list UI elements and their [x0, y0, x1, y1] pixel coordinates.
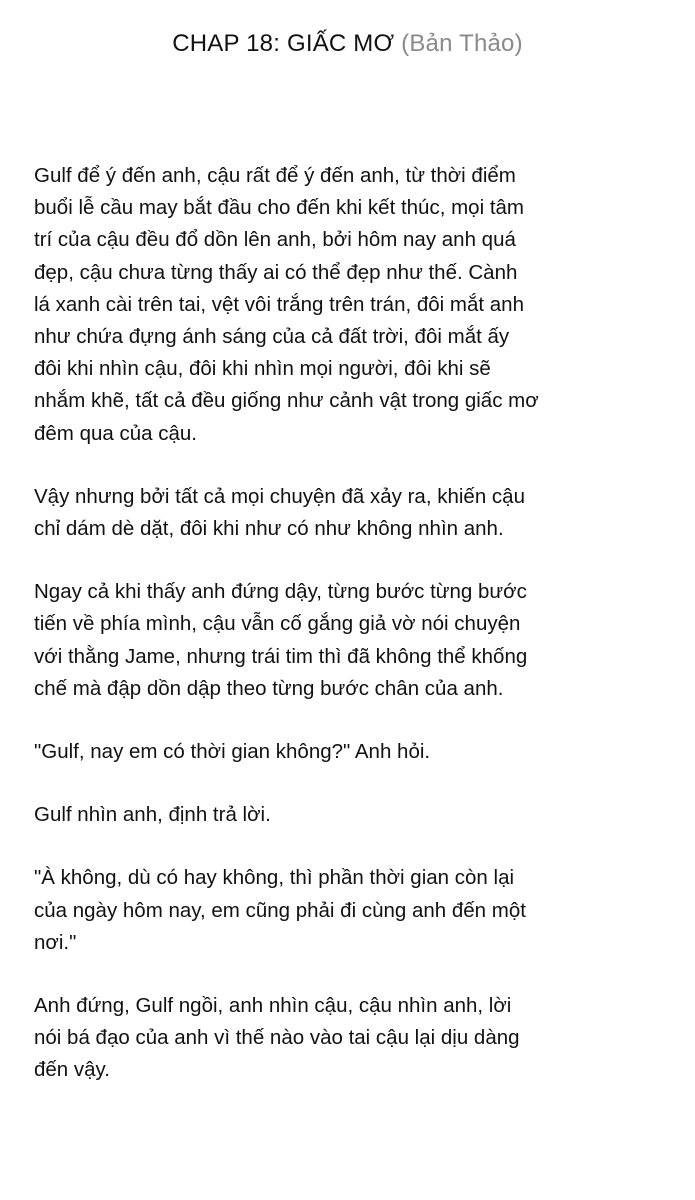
paragraph-line: như chứa đựng ánh sáng của cả đất trời, đôi mắt ấy	[34, 325, 510, 349]
paragraph-line: "À không, dù có hay không, thì phần thời gian còn lại	[34, 866, 515, 890]
paragraph-line: buổi lễ cầu may bắt đầu cho đến khi kết thúc, mọi tâm	[34, 196, 524, 220]
paragraph-line: đẹp, cậu chưa từng thấy ai có thể đẹp như thế. Cành	[34, 260, 518, 284]
chapter-title-main: CHAP 18: GIẤC MƠ	[172, 30, 395, 57]
chapter-title-draft-label: (Bản Thảo)	[401, 30, 523, 57]
chapter-body	[34, 160, 674, 1118]
paragraph-line: Vậy nhưng bởi tất cả mọi chuyện đã xảy ra, khiến cậu	[34, 484, 525, 508]
paragraph-line: nói bá đạo của anh vì thế nào vào tai cậu lại dịu dàng	[34, 1026, 520, 1050]
paragraph	[34, 990, 674, 1087]
paragraph-line: đến vậy.	[34, 1058, 110, 1082]
paragraph-line: nơi."	[34, 930, 77, 954]
paragraph	[34, 576, 674, 705]
paragraph	[34, 160, 674, 450]
paragraph	[34, 736, 674, 768]
paragraph-line: với thằng Jame, nhưng trái tim thì đã không thể khống	[34, 644, 528, 668]
paragraph	[34, 799, 674, 831]
paragraph-line: trí của cậu đều đổ dồn lên anh, bởi hôm nay anh quá	[34, 228, 516, 252]
paragraph-line: lá xanh cài trên tai, vệt vôi trắng trên trán, đôi mắt anh	[34, 292, 524, 316]
paragraph-line: đôi khi nhìn cậu, đôi khi nhìn mọi người, đôi khi sẽ	[34, 357, 491, 381]
paragraph-line: nhắm khẽ, tất cả đều giống như cảnh vật trong giấc mơ	[34, 389, 539, 413]
paragraph-line: tiến về phía mình, cậu vẫn cố gắng giả vờ nói chuyện	[34, 612, 521, 636]
paragraph-line: Ngay cả khi thấy anh đứng dậy, từng bước từng bước	[34, 580, 527, 604]
paragraph-line: chế mà đập dồn dập theo từng bước chân của anh.	[34, 676, 504, 700]
paragraph-line: Gulf nhìn anh, định trả lời.	[34, 803, 271, 827]
paragraph-line: Anh đứng, Gulf ngồi, anh nhìn cậu, cậu nhìn anh, lời	[34, 994, 512, 1018]
paragraph-line: "Gulf, nay em có thời gian không?" Anh hỏi.	[34, 740, 431, 764]
paragraph-line: của ngày hôm nay, em cũng phải đi cùng anh đến một	[34, 898, 526, 922]
paragraph-line: Gulf để ý đến anh, cậu rất để ý đến anh, từ thời điểm	[34, 164, 516, 187]
paragraph-line: đêm qua của cậu.	[34, 421, 197, 445]
chapter-title	[0, 26, 695, 62]
paragraph	[34, 481, 674, 545]
paragraph-line: chỉ dám dè dặt, đôi khi như có như không nhìn anh.	[34, 517, 504, 541]
paragraph	[34, 862, 674, 959]
